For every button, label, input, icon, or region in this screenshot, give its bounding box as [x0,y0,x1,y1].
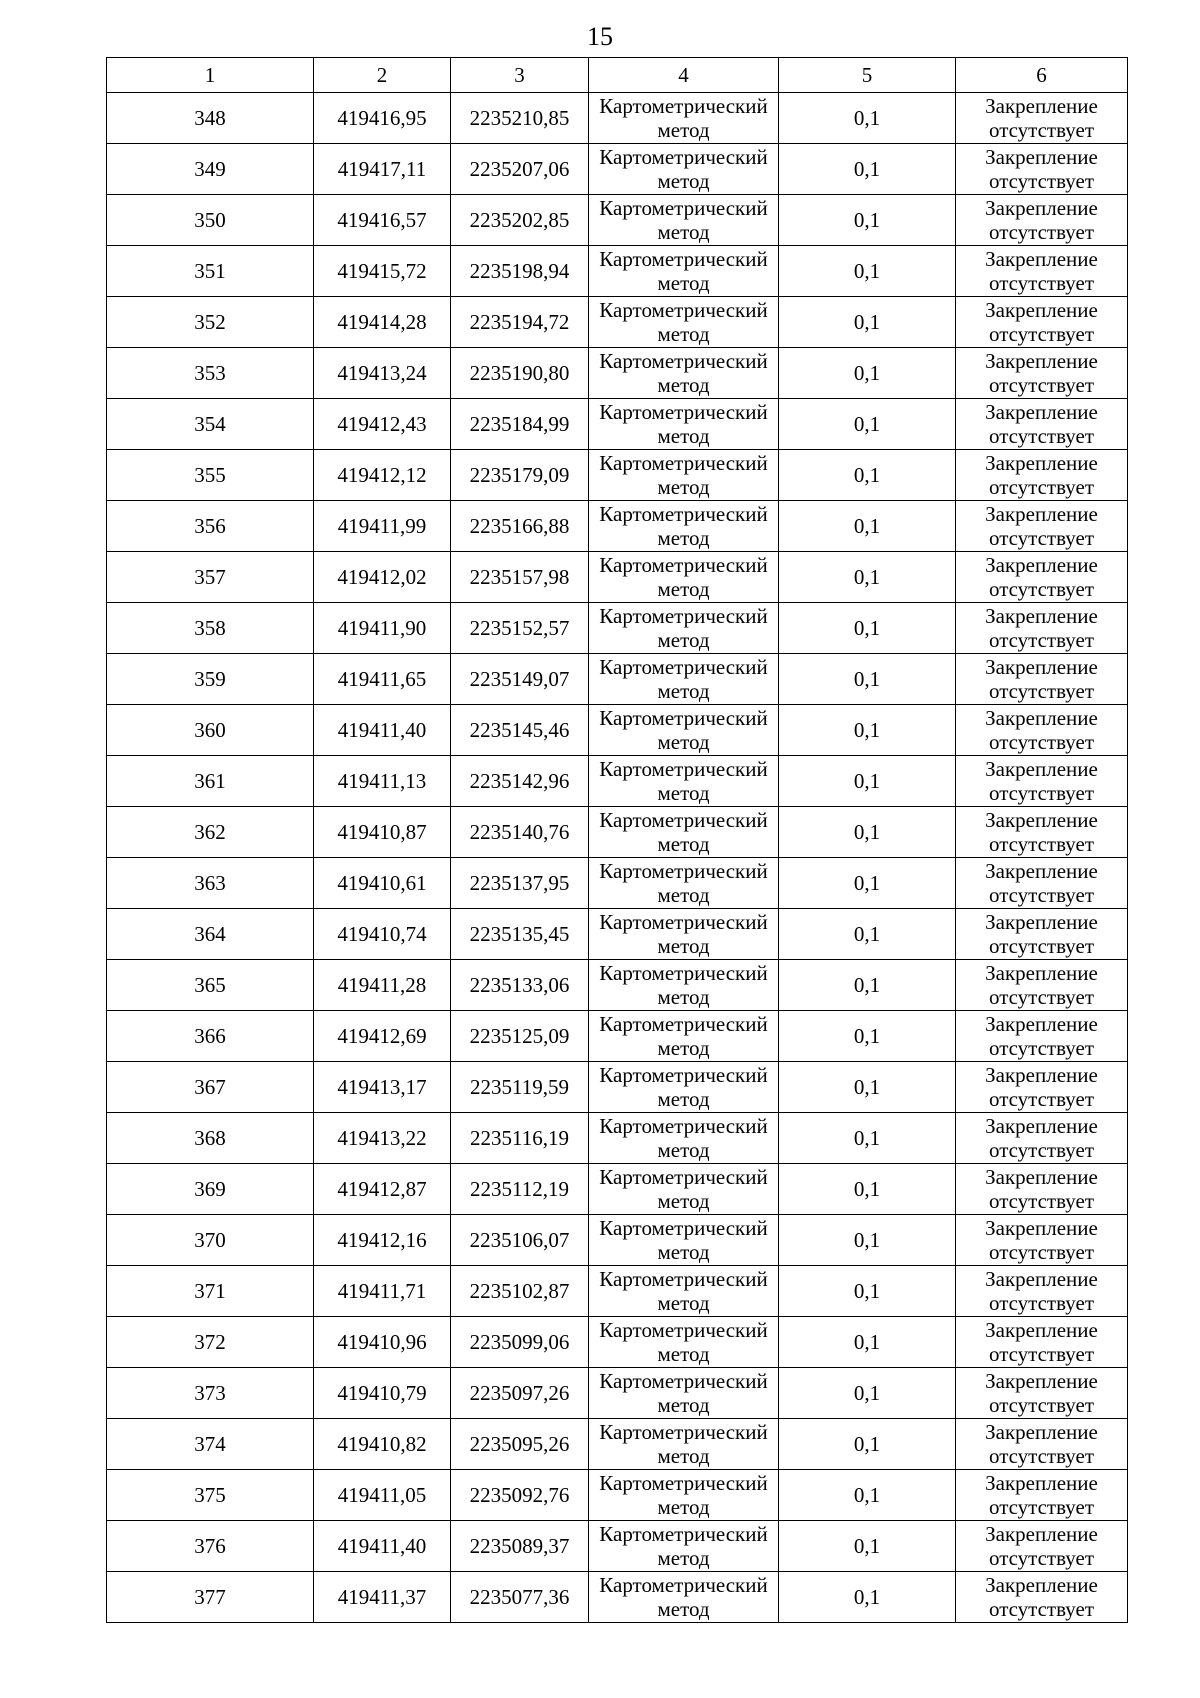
point-number-cell: 365 [107,960,314,1011]
marker-description-cell: Закрепление отсутствует [956,552,1128,603]
point-number-cell: 359 [107,654,314,705]
marker-description-cell: Закрепление отсутствует [956,858,1128,909]
method-cell: Картометрический метод [589,1164,779,1215]
table-row [107,1419,1128,1470]
marker-description-cell: Закрепление отсутствует [956,1521,1128,1572]
point-number-cell: 377 [107,1572,314,1623]
method-cell: Картометрический метод [589,552,779,603]
y-coordinate-cell: 2235140,76 [451,807,589,858]
table-row [107,246,1128,297]
point-number-cell: 360 [107,705,314,756]
x-coordinate-cell: 419411,37 [314,1572,451,1623]
marker-description-cell: Закрепление отсутствует [956,909,1128,960]
y-coordinate-cell: 2235099,06 [451,1317,589,1368]
point-number-cell: 370 [107,1215,314,1266]
marker-description-cell: Закрепление отсутствует [956,756,1128,807]
y-coordinate-cell: 2235135,45 [451,909,589,960]
y-coordinate-cell: 2235133,06 [451,960,589,1011]
accuracy-cell: 0,1 [779,297,956,348]
page-number: 15 [587,22,613,51]
accuracy-cell: 0,1 [779,450,956,501]
x-coordinate-cell: 419413,17 [314,1062,451,1113]
point-number-cell: 371 [107,1266,314,1317]
x-coordinate-cell: 419411,65 [314,654,451,705]
method-cell: Картометрический метод [589,756,779,807]
x-coordinate-cell: 419411,28 [314,960,451,1011]
x-coordinate-cell: 419411,40 [314,705,451,756]
accuracy-cell: 0,1 [779,603,956,654]
accuracy-cell: 0,1 [779,654,956,705]
accuracy-cell: 0,1 [779,1572,956,1623]
accuracy-cell: 0,1 [779,1011,956,1062]
marker-description-cell: Закрепление отсутствует [956,1215,1128,1266]
x-coordinate-cell: 419412,12 [314,450,451,501]
marker-description-cell: Закрепление отсутствует [956,1572,1128,1623]
x-coordinate-cell: 419412,43 [314,399,451,450]
x-coordinate-cell: 419410,74 [314,909,451,960]
marker-description-cell: Закрепление отсутствует [956,1368,1128,1419]
y-coordinate-cell: 2235190,80 [451,348,589,399]
y-coordinate-cell: 2235112,19 [451,1164,589,1215]
table-row [107,858,1128,909]
marker-description-cell: Закрепление отсутствует [956,348,1128,399]
marker-description-cell: Закрепление отсутствует [956,450,1128,501]
table-row [107,297,1128,348]
table-row [107,1215,1128,1266]
column-header: 5 [779,58,956,93]
column-header: 6 [956,58,1128,93]
x-coordinate-cell: 419416,95 [314,93,451,144]
method-cell: Картометрический метод [589,1419,779,1470]
x-coordinate-cell: 419411,99 [314,501,451,552]
table-row [107,1266,1128,1317]
y-coordinate-cell: 2235097,26 [451,1368,589,1419]
table-row [107,1470,1128,1521]
marker-description-cell: Закрепление отсутствует [956,1317,1128,1368]
y-coordinate-cell: 2235184,99 [451,399,589,450]
method-cell: Картометрический метод [589,93,779,144]
accuracy-cell: 0,1 [779,246,956,297]
accuracy-cell: 0,1 [779,858,956,909]
marker-description-cell: Закрепление отсутствует [956,807,1128,858]
method-cell: Картометрический метод [589,450,779,501]
point-number-cell: 376 [107,1521,314,1572]
point-number-cell: 352 [107,297,314,348]
column-header: 4 [589,58,779,93]
point-number-cell: 348 [107,93,314,144]
marker-description-cell: Закрепление отсутствует [956,1113,1128,1164]
method-cell: Картометрический метод [589,1368,779,1419]
point-number-cell: 369 [107,1164,314,1215]
table-row [107,144,1128,195]
y-coordinate-cell: 2235102,87 [451,1266,589,1317]
table-row [107,1062,1128,1113]
x-coordinate-cell: 419412,69 [314,1011,451,1062]
accuracy-cell: 0,1 [779,705,956,756]
accuracy-cell: 0,1 [779,1215,956,1266]
method-cell: Картометрический метод [589,654,779,705]
column-header: 1 [107,58,314,93]
x-coordinate-cell: 419410,61 [314,858,451,909]
table-row [107,1011,1128,1062]
marker-description-cell: Закрепление отсутствует [956,1470,1128,1521]
table-row [107,348,1128,399]
y-coordinate-cell: 2235166,88 [451,501,589,552]
marker-description-cell: Закрепление отсутствует [956,144,1128,195]
table-row [107,705,1128,756]
accuracy-cell: 0,1 [779,93,956,144]
accuracy-cell: 0,1 [779,501,956,552]
x-coordinate-cell: 419410,82 [314,1419,451,1470]
method-cell: Картометрический метод [589,1317,779,1368]
y-coordinate-cell: 2235194,72 [451,297,589,348]
x-coordinate-cell: 419411,90 [314,603,451,654]
y-coordinate-cell: 2235198,94 [451,246,589,297]
x-coordinate-cell: 419413,22 [314,1113,451,1164]
accuracy-cell: 0,1 [779,1419,956,1470]
marker-description-cell: Закрепление отсутствует [956,1011,1128,1062]
x-coordinate-cell: 419411,40 [314,1521,451,1572]
method-cell: Картометрический метод [589,1215,779,1266]
marker-description-cell: Закрепление отсутствует [956,603,1128,654]
point-number-cell: 375 [107,1470,314,1521]
x-coordinate-cell: 419410,96 [314,1317,451,1368]
marker-description-cell: Закрепление отсутствует [956,705,1128,756]
point-number-cell: 367 [107,1062,314,1113]
marker-description-cell: Закрепление отсутствует [956,399,1128,450]
point-number-cell: 364 [107,909,314,960]
x-coordinate-cell: 419414,28 [314,297,451,348]
marker-description-cell: Закрепление отсутствует [956,960,1128,1011]
point-number-cell: 374 [107,1419,314,1470]
x-coordinate-cell: 419412,16 [314,1215,451,1266]
y-coordinate-cell: 2235116,19 [451,1113,589,1164]
accuracy-cell: 0,1 [779,909,956,960]
table-row [107,450,1128,501]
method-cell: Картометрический метод [589,909,779,960]
y-coordinate-cell: 2235089,37 [451,1521,589,1572]
y-coordinate-cell: 2235207,06 [451,144,589,195]
table-row [107,1572,1128,1623]
y-coordinate-cell: 2235152,57 [451,603,589,654]
marker-description-cell: Закрепление отсутствует [956,246,1128,297]
marker-description-cell: Закрепление отсутствует [956,93,1128,144]
method-cell: Картометрический метод [589,603,779,654]
accuracy-cell: 0,1 [779,195,956,246]
y-coordinate-cell: 2235145,46 [451,705,589,756]
method-cell: Картометрический метод [589,807,779,858]
marker-description-cell: Закрепление отсутствует [956,1062,1128,1113]
method-cell: Картометрический метод [589,246,779,297]
point-number-cell: 363 [107,858,314,909]
y-coordinate-cell: 2235092,76 [451,1470,589,1521]
y-coordinate-cell: 2235202,85 [451,195,589,246]
accuracy-cell: 0,1 [779,1113,956,1164]
y-coordinate-cell: 2235179,09 [451,450,589,501]
method-cell: Картометрический метод [589,1113,779,1164]
marker-description-cell: Закрепление отсутствует [956,1419,1128,1470]
column-header: 3 [451,58,589,93]
accuracy-cell: 0,1 [779,1521,956,1572]
table-row [107,195,1128,246]
accuracy-cell: 0,1 [779,1470,956,1521]
table-row [107,501,1128,552]
table-header-row [107,58,1128,93]
method-cell: Картометрический метод [589,297,779,348]
x-coordinate-cell: 419411,05 [314,1470,451,1521]
point-number-cell: 353 [107,348,314,399]
y-coordinate-cell: 2235125,09 [451,1011,589,1062]
method-cell: Картометрический метод [589,1062,779,1113]
method-cell: Картометрический метод [589,1011,779,1062]
point-number-cell: 373 [107,1368,314,1419]
accuracy-cell: 0,1 [779,1317,956,1368]
method-cell: Картометрический метод [589,501,779,552]
marker-description-cell: Закрепление отсутствует [956,501,1128,552]
method-cell: Картометрический метод [589,705,779,756]
table-row [107,1368,1128,1419]
y-coordinate-cell: 2235077,36 [451,1572,589,1623]
x-coordinate-cell: 419412,02 [314,552,451,603]
method-cell: Картометрический метод [589,1266,779,1317]
accuracy-cell: 0,1 [779,756,956,807]
point-number-cell: 368 [107,1113,314,1164]
table-row [107,93,1128,144]
y-coordinate-cell: 2235149,07 [451,654,589,705]
table-row [107,1521,1128,1572]
y-coordinate-cell: 2235210,85 [451,93,589,144]
y-coordinate-cell: 2235095,26 [451,1419,589,1470]
y-coordinate-cell: 2235119,59 [451,1062,589,1113]
x-coordinate-cell: 419410,79 [314,1368,451,1419]
table-row [107,603,1128,654]
x-coordinate-cell: 419413,24 [314,348,451,399]
point-number-cell: 357 [107,552,314,603]
method-cell: Картометрический метод [589,960,779,1011]
method-cell: Картометрический метод [589,858,779,909]
accuracy-cell: 0,1 [779,1266,956,1317]
marker-description-cell: Закрепление отсутствует [956,654,1128,705]
x-coordinate-cell: 419417,11 [314,144,451,195]
marker-description-cell: Закрепление отсутствует [956,1164,1128,1215]
x-coordinate-cell: 419412,87 [314,1164,451,1215]
table-row [107,399,1128,450]
x-coordinate-cell: 419411,13 [314,756,451,807]
x-coordinate-cell: 419410,87 [314,807,451,858]
x-coordinate-cell: 419415,72 [314,246,451,297]
table-row [107,807,1128,858]
point-number-cell: 366 [107,1011,314,1062]
accuracy-cell: 0,1 [779,144,956,195]
marker-description-cell: Закрепление отсутствует [956,1266,1128,1317]
table-row [107,756,1128,807]
y-coordinate-cell: 2235142,96 [451,756,589,807]
point-number-cell: 349 [107,144,314,195]
accuracy-cell: 0,1 [779,552,956,603]
point-number-cell: 372 [107,1317,314,1368]
accuracy-cell: 0,1 [779,807,956,858]
point-number-cell: 350 [107,195,314,246]
point-number-cell: 362 [107,807,314,858]
marker-description-cell: Закрепление отсутствует [956,195,1128,246]
table-row [107,552,1128,603]
table-row [107,909,1128,960]
accuracy-cell: 0,1 [779,348,956,399]
method-cell: Картометрический метод [589,195,779,246]
table-row [107,960,1128,1011]
accuracy-cell: 0,1 [779,399,956,450]
method-cell: Картометрический метод [589,399,779,450]
accuracy-cell: 0,1 [779,1062,956,1113]
table-row [107,1113,1128,1164]
y-coordinate-cell: 2235157,98 [451,552,589,603]
y-coordinate-cell: 2235106,07 [451,1215,589,1266]
table-body [107,93,1128,1623]
table-row [107,1164,1128,1215]
point-number-cell: 356 [107,501,314,552]
point-number-cell: 358 [107,603,314,654]
coordinates-table [106,57,1128,1623]
method-cell: Картометрический метод [589,1572,779,1623]
marker-description-cell: Закрепление отсутствует [956,297,1128,348]
method-cell: Картометрический метод [589,1521,779,1572]
accuracy-cell: 0,1 [779,1164,956,1215]
table-row [107,1317,1128,1368]
point-number-cell: 355 [107,450,314,501]
method-cell: Картометрический метод [589,348,779,399]
accuracy-cell: 0,1 [779,960,956,1011]
x-coordinate-cell: 419416,57 [314,195,451,246]
point-number-cell: 354 [107,399,314,450]
accuracy-cell: 0,1 [779,1368,956,1419]
point-number-cell: 361 [107,756,314,807]
y-coordinate-cell: 2235137,95 [451,858,589,909]
x-coordinate-cell: 419411,71 [314,1266,451,1317]
column-header: 2 [314,58,451,93]
method-cell: Картометрический метод [589,144,779,195]
method-cell: Картометрический метод [589,1470,779,1521]
table-row [107,654,1128,705]
point-number-cell: 351 [107,246,314,297]
